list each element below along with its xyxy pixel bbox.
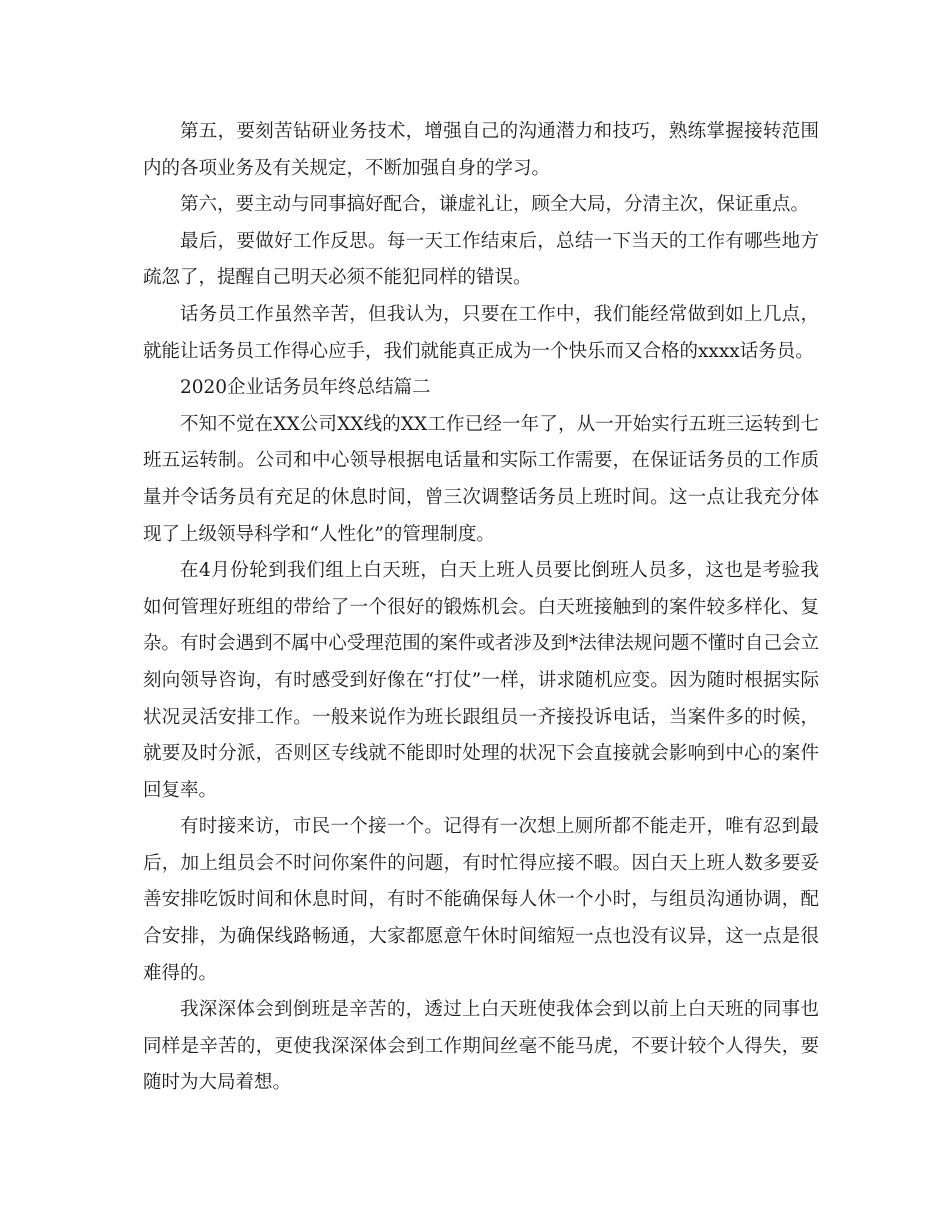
paragraph-visits: 有时接来访，市民一个接一个。记得有一次想上厕所都不能走开，唯有忍到最后，加上组员会不时问你案件的问题，有时忙得应接不暇。因白天上班人数多要妥善安排吃饭时间和休息时间，有时不能确保每人休一个小时，与组员沟通协调，配合安排，为确保线路畅通，大家都愿意午休时间缩短一点也没有议异，这一点是很难得的。	[143, 816, 819, 984]
paragraph-day-shift: 在4月份轮到我们组上白天班，白天上班人员要比倒班人员多，这也是考验我如何管理好班组的带给了一个很好的锻炼机会。白天班接触到的案件较多样化、复杂。有时会遇到不属中心受理范围的案件或者涉及到*法律法规问题不懂时自己会立刻向领导咨询，有时感受到好像在“打仗”一样，讲求随机应变。因为随时根据实际状况灵活安排工作。一般来说作为班长跟组员一齐接投诉电话，当案件多的时候，就要及时分派，否则区专线就不能即时处理的状况下会直接就会影响到中心的案件回复率。	[143, 560, 819, 801]
document-body	[143, 114, 819, 1102]
paragraph-intro: 不知不觉在XX公司XX线的XX工作已经一年了，从一开始实行五班三运转到七班五运转制。公司和中心领导根据电话量和实际工作需要，在保证话务员的工作质量并令话务员有充足的休息时间，曾三次调整话务员上班时间。这一点让我充分体现了上级领导科学和“人性化”的管理制度。	[143, 413, 819, 545]
section-heading: 2020企业话务员年终总结篇二	[180, 377, 431, 399]
paragraph-reflection: 我深深体会到倒班是辛苦的，透过上白天班使我体会到以前上白天班的同事也同样是辛苦的，更使我深深体会到工作期间丝毫不能马虎，不要计较个人得失，要随时为大局着想。	[143, 999, 819, 1094]
paragraph-fifth-point: 第五，要刻苦钻研业务技术，增强自己的沟通潜力和技巧，熟练掌握接转范围内的各项业务及有关规定，不断加强自身的学习。	[143, 121, 819, 179]
paragraph-conclusion: 话务员工作虽然辛苦，但我认为，只要在工作中，我们能经常做到如上几点，就能让话务员工作得心应手，我们就能真正成为一个快乐而又合格的xxxx话务员。	[143, 303, 819, 362]
paragraph-sixth-point: 第六，要主动与同事搞好配合，谦虚礼让，顾全大局，分清主次，保证重点。	[180, 194, 810, 216]
paragraph-final-point: 最后，要做好工作反思。每一天工作结束后，总结一下当天的工作有哪些地方疏忽了，提醒自己明天必须不能犯同样的错误。	[143, 230, 819, 289]
